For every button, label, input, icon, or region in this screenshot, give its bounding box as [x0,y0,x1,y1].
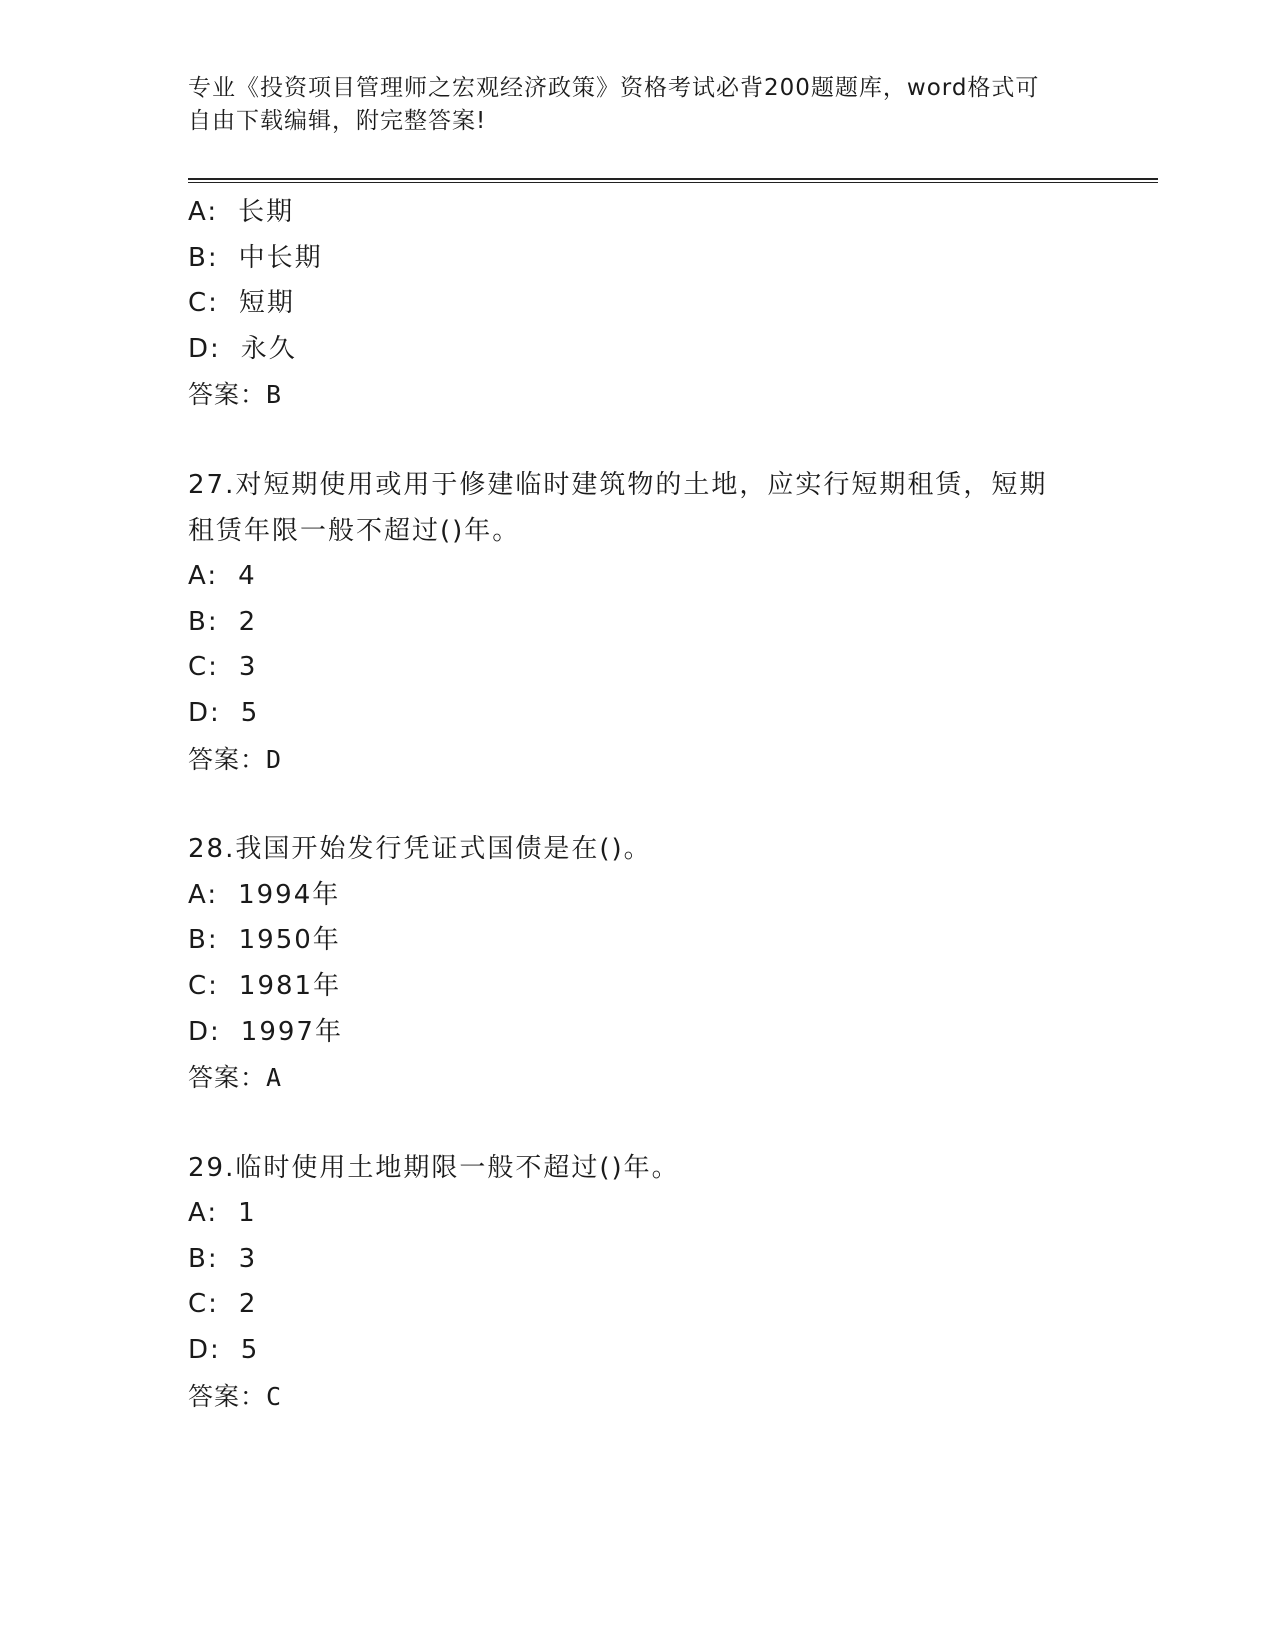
answer-line: 答案：A [188,1063,283,1093]
option-d: D: 5 [188,1335,260,1366]
answer-line: 答案：D [188,744,283,774]
answer-line: 答案：C [188,1381,283,1411]
option-b: B: 1950年 [188,925,341,956]
question-28 [188,827,1148,1101]
question-continued [188,190,1148,418]
question-27 [188,463,1148,782]
header-divider [188,178,1158,183]
question-text-line-2: 租赁年限一般不超过()年。 [188,515,521,546]
option-c: C: 3 [188,652,258,683]
option-d: D: 1997年 [188,1016,343,1047]
option-d: D: 永久 [188,333,297,364]
option-b: B: 中长期 [188,242,323,273]
option-b: B: 2 [188,606,258,637]
page-header [188,72,1088,138]
option-b: B: 3 [188,1243,258,1274]
header-title-line-1: 专业《投资项目管理师之宏观经济政策》资格考试必背200题题库，word格式可 [188,75,1040,101]
option-a: A: 4 [188,561,257,592]
question-text-line-1: 29.临时使用土地期限一般不超过()年。 [188,1152,680,1183]
question-29 [188,1146,1148,1420]
option-a: A: 1994年 [188,879,341,910]
option-a: A: 1 [188,1198,257,1229]
option-d: D: 5 [188,697,260,728]
question-text-line-1: 27.对短期使用或用于修建临时建筑物的土地，应实行短期租赁，短期 [188,469,1048,500]
question-text-line-1: 28.我国开始发行凭证式国债是在()。 [188,834,652,865]
option-a: A: 长期 [188,197,295,227]
header-title-line-2: 自由下载编辑，附完整答案! [188,108,487,134]
option-c: C: 短期 [188,288,295,319]
answer-line: 答案：B [188,380,283,410]
option-c: C: 2 [188,1289,258,1320]
question-list [188,190,1148,1419]
option-c: C: 1981年 [188,970,342,1001]
